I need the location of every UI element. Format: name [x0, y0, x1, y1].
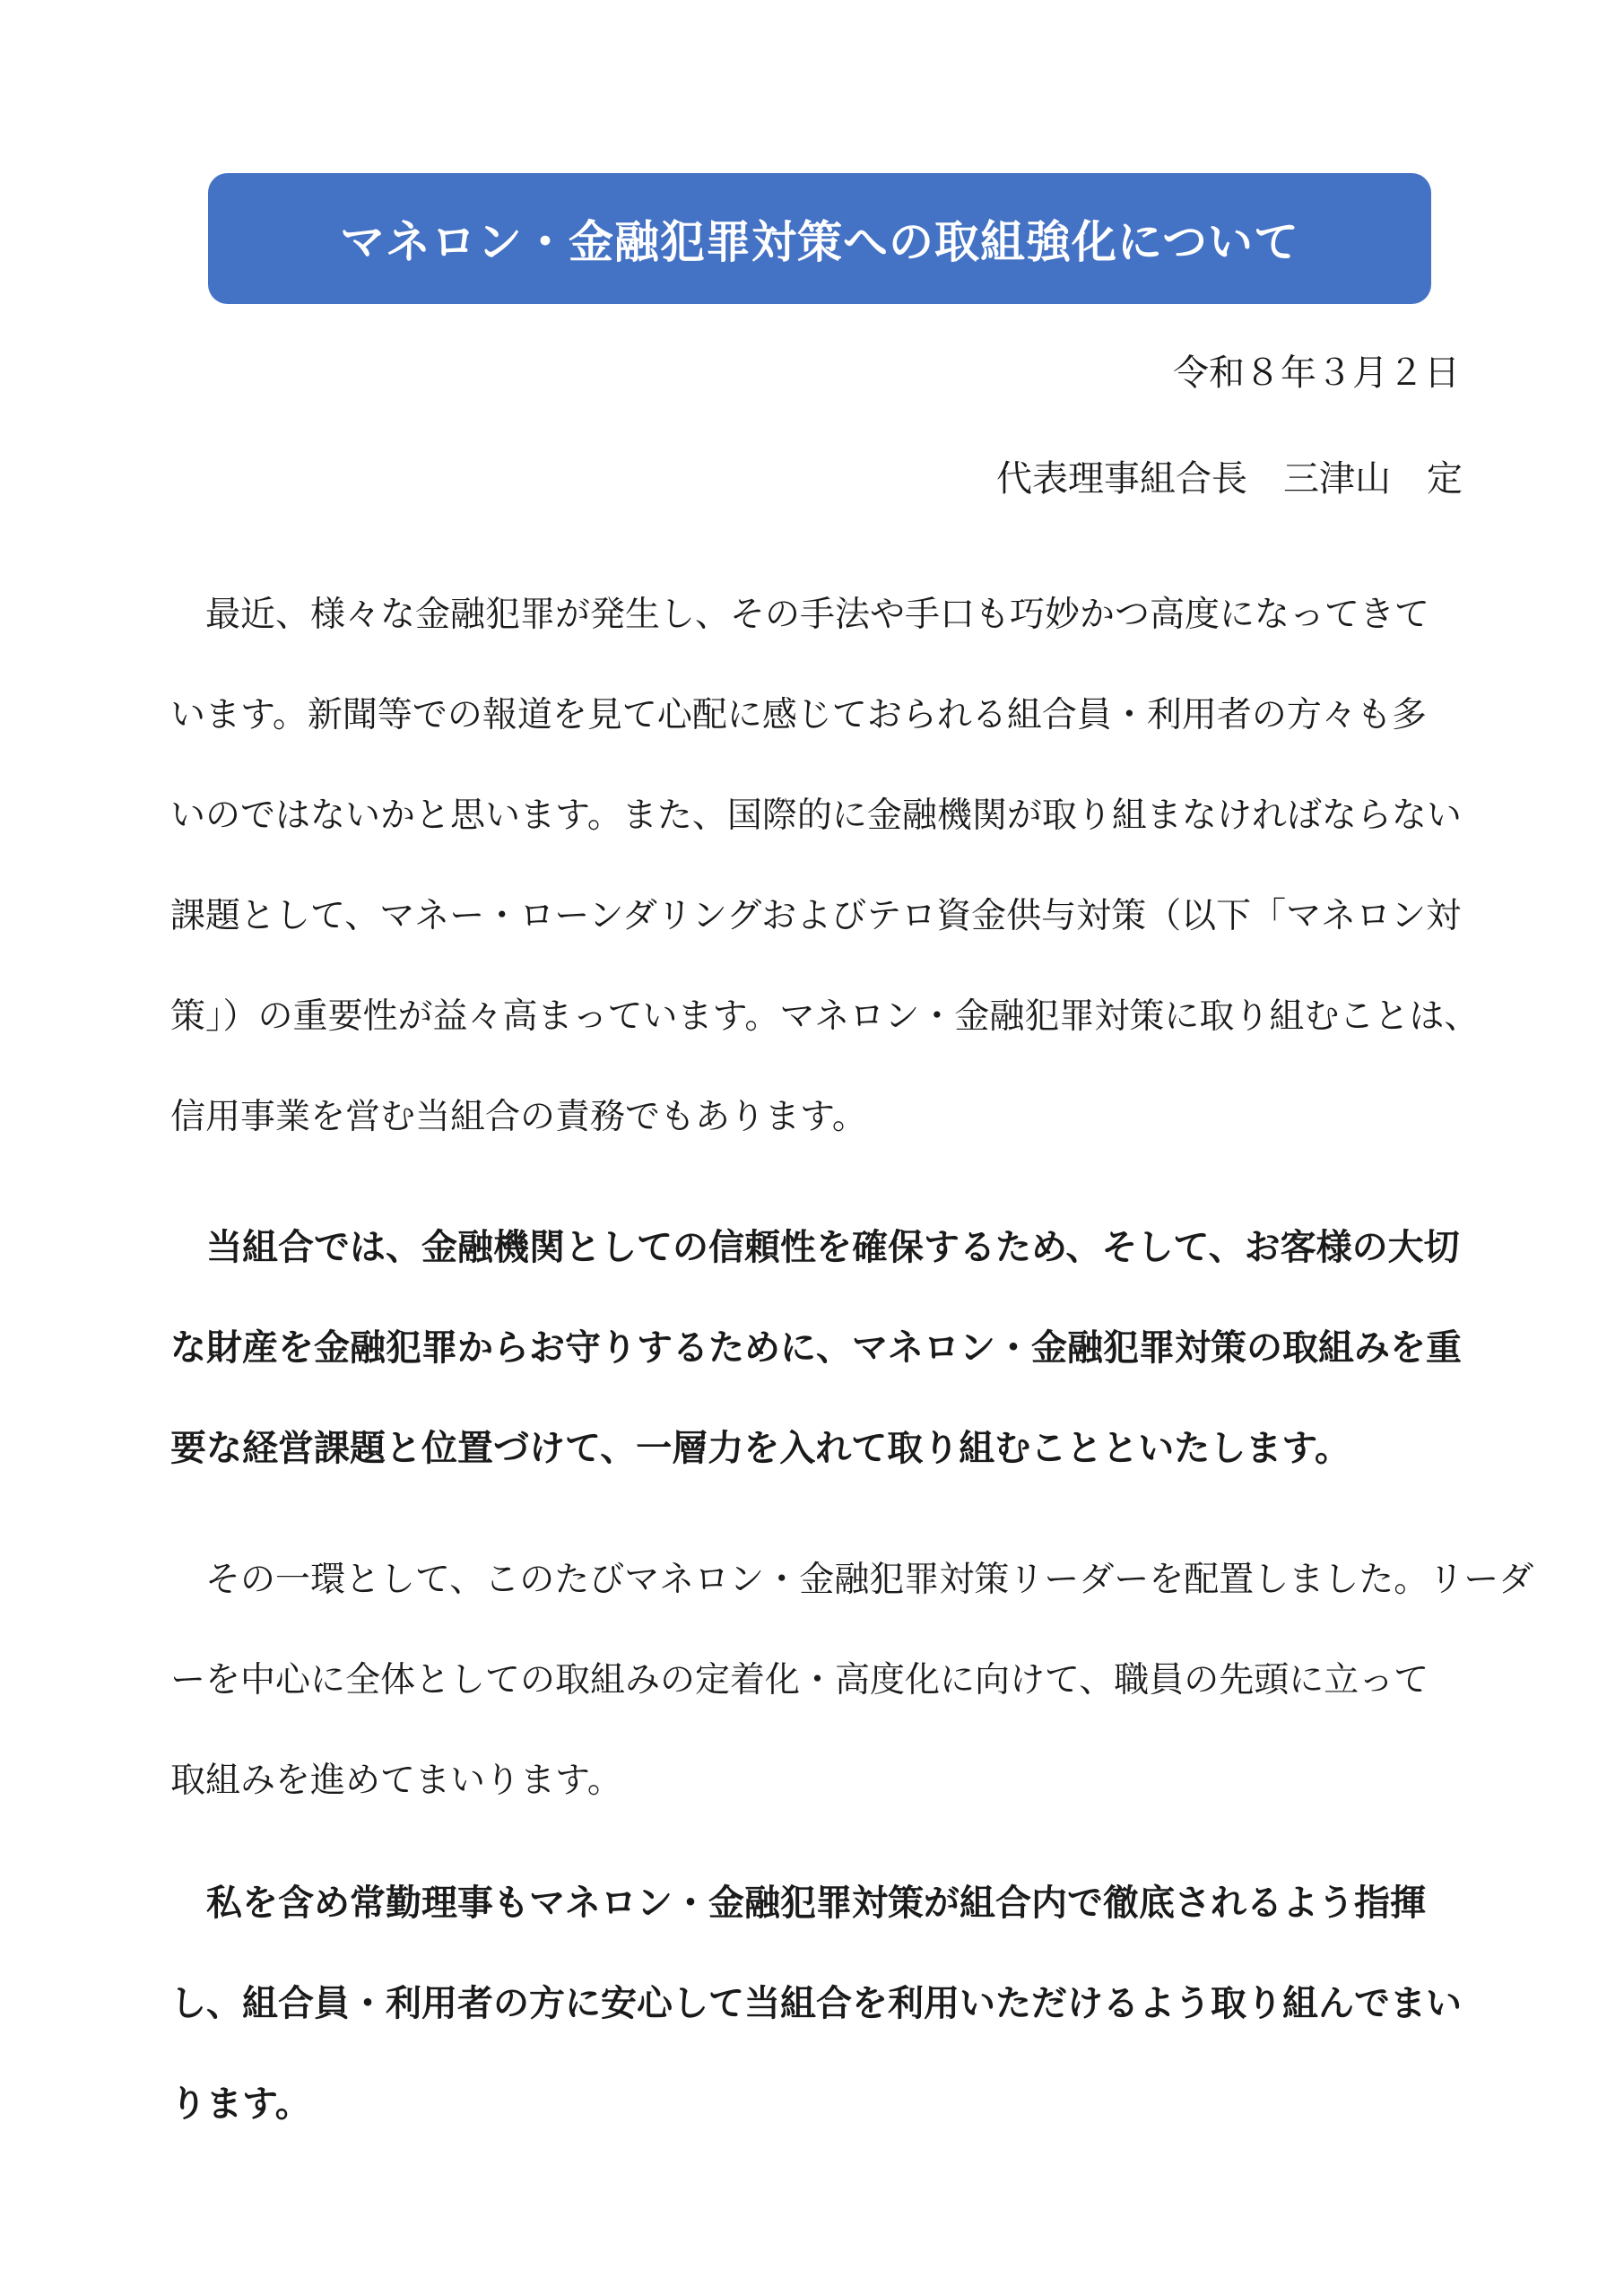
paragraph-line: 取組みを進めてまいります。 [170, 1761, 622, 1801]
paragraph-line: その一環として、このたびマネロン・金融犯罪対策リーダーを配置しました。リーダ [170, 1560, 1534, 1600]
paragraph-line: し、組合員・利用者の方に安心して当組合を利用いただけるよう取り組んでまい [170, 1983, 1462, 2024]
paragraph-1 [170, 565, 1480, 1168]
paragraph-line: います。新聞等での報道を見て心配に感じておられる組合員・利用者の方々も多 [170, 695, 1427, 735]
paragraph-line: 当組合では、金融機関としての信頼性を確保するため、そして、お客様の大切 [170, 1227, 1460, 1268]
title-banner [208, 173, 1431, 304]
paragraph-line: 最近、様々な金融犯罪が発生し、その手法や手口も巧妙かつ高度になってきて [170, 595, 1430, 635]
paragraph-line: いのではないかと思います。また、国際的に金融機関が取り組まなければならない [170, 796, 1462, 836]
paragraph-line: 信用事業を営む当組合の責務でもあります。 [170, 1097, 867, 1137]
paragraph-line: な財産を金融犯罪からお守りするために、マネロン・金融犯罪対策の取組みを重 [170, 1327, 1462, 1369]
paragraph-line: 要な経営課題と位置づけて、一層力を入れて取り組むことといたします。 [170, 1428, 1350, 1469]
paragraph-line: 課題として、マネー・ローンダリングおよびテロ資金供与対策（以下「マネロン対 [170, 896, 1462, 936]
paragraph-line: ーを中心に全体としての取組みの定着化・高度化に向けて、職員の先頭に立って [170, 1660, 1429, 1700]
paragraph-line: ります。 [170, 2083, 311, 2125]
paragraph-3 [170, 1530, 1534, 1831]
paragraph-4 [170, 1853, 1462, 2154]
paragraph-2 [170, 1197, 1462, 1499]
document-date: 令和８年３月２日 [1173, 352, 1460, 394]
paragraph-line: 策」）の重要性が益々高まっています。マネロン・金融犯罪対策に取り組むことは、 [170, 996, 1480, 1037]
signer-name: 代表理事組合長 三津山 定 [996, 458, 1463, 500]
document-title: マネロン・金融犯罪対策への取組強化について [340, 216, 1299, 268]
paragraph-line: 私を含め常勤理事もマネロン・金融犯罪対策が組合内で徹底されるよう指揮 [170, 1883, 1426, 1924]
